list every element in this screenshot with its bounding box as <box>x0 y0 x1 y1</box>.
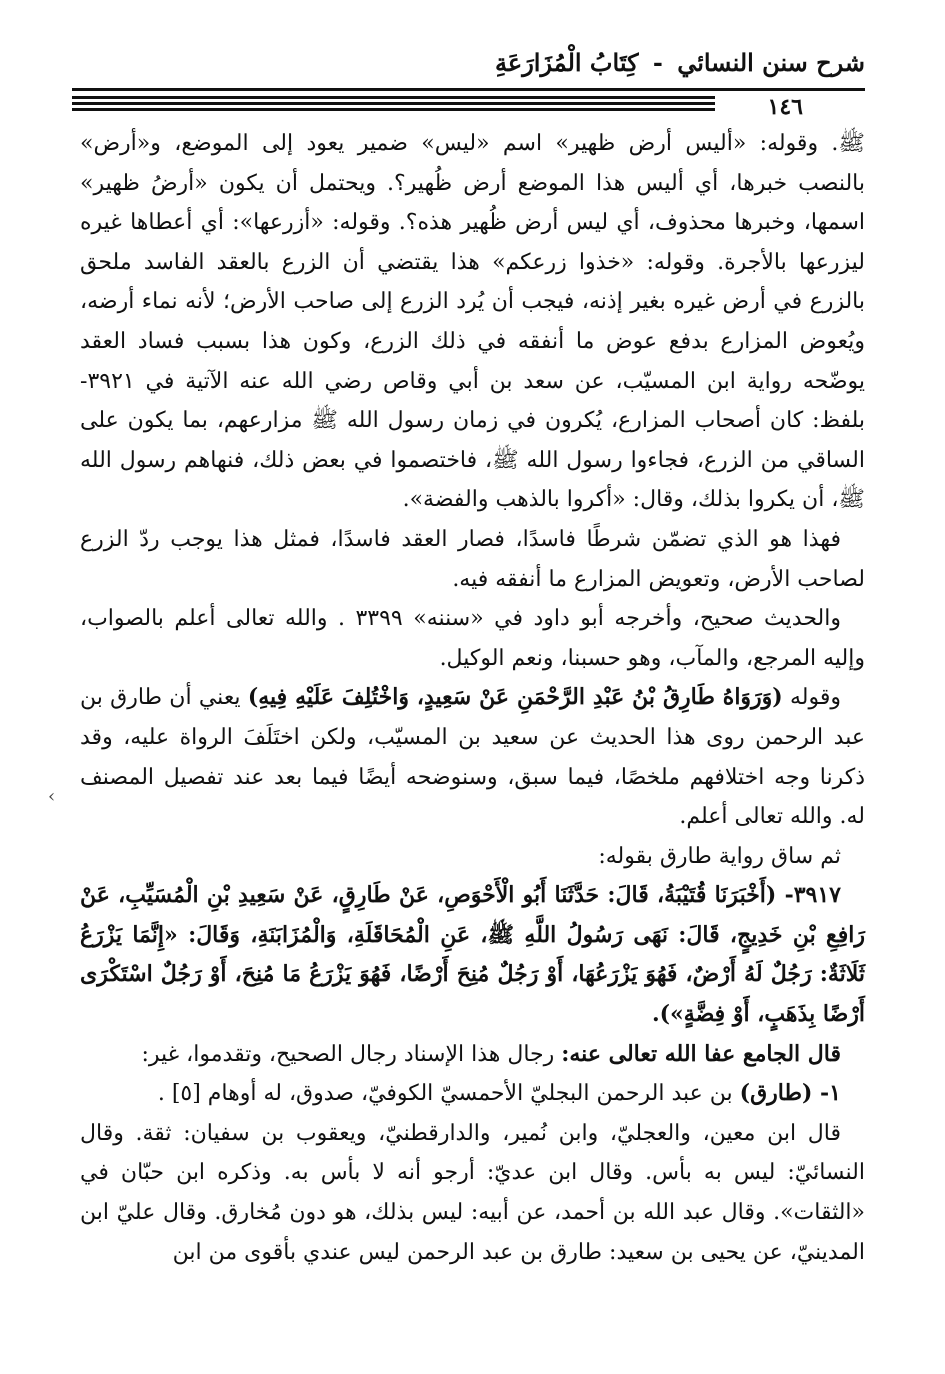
compiler-note-rest: رجال هذا الإسناد رجال الصحيح، وتقدموا، غير: <box>141 1041 555 1067</box>
rule-line <box>72 108 715 111</box>
margin-mark: ‹ <box>48 786 56 807</box>
paragraph-8: قال ابن معين، والعجليّ، وابن نُمير، والدارقطنيّ، ويعقوب بن سفيان: ثقة. وقال النسائيّ: ليس به بأس. وقال ابن عديّ: أرجو أنه لا بأس به. وذكره ابن حبّان في «الثقات». وقال عبد الله بن أحمد، عن أبيه: ليس بذلك، هو دون مُخارق. وقال عليّ ابن المدينيّ، عن يحيى بن سعيد: طارق بن عبد الرحمن ليس عندي بأقوى من ابن <box>80 1120 865 1265</box>
book-title: شرح سنن النسائي <box>677 48 865 77</box>
hadith-text: ٣٩١٧- (أَخْبَرَنَا قُتَيْبَةُ، قَالَ: حَدَّثَنَا أَبُو الْأَحْوَصِ، عَنْ طَارِقٍ، عَنْ سَعِيدِ بْنِ الْمُسَيِّبِ، عَنْ رَافِعِ بْنِ خَدِيجٍ، قَالَ: نَهَى رَسُولُ اللَّهِ ﷺ، عَنِ الْمُحَاقَلَةِ، وَالْمُزَابَنَةِ، وَقَالَ: «إِنَّمَا يَزْرَعُ ثَلَاثَةٌ: رَجُلٌ لَهُ أَرْضٌ، فَهُوَ يَزْرَعُهَا، أَوْ رَجُلٌ مُنِحَ أَرْضًا، فَهُوَ يَزْرَعُ مَا مُنِحَ، أَوْ رَجُلٌ اسْتَكْرَى أَرْضًا بِذَهَبٍ، أَوْ فِضَّةٍ»). <box>80 882 865 1028</box>
narrator-info: بن عبد الرحمن البجليّ الأحمسيّ الكوفيّ، صدوق، له أوهام [٥] . <box>157 1081 733 1107</box>
paragraph-6 <box>80 1035 865 1075</box>
page-number: ١٤٦ <box>767 94 803 120</box>
page-body <box>80 124 865 1272</box>
running-title <box>495 48 865 77</box>
paragraph-1: ﷺ. وقوله: «أليس أرض ظهير» اسم «ليس» ضمير يعود إلى الموضع، و«أرض» بالنصب خبرها، أي أليس هذا الموضع أرض ظُهير؟. ويحتمل أن يكون «أرضُ ظهير» اسمها، وخبرها محذوف، أي ليس أرض ظُهير هذه؟. وقوله: «أزرعها»: أي أعطاها غيره ليزرعها بالأجرة. وقوله: «خذوا زرعكم» هذا يقتضي أن الزرع بالعقد الفاسد ملحق بالزرع في أرض غيره بغير إذنه، فيجب أن يُرد الزرع إلى صاحب الأرض؛ لأنه نماء أرضه، ويُعوض المزارع بدفع عوض ما أنفقه في ذلك الزرع، وكون هذا بسبب فساد العقد يوضّحه رواية ابن المسيّب، عن سعد بن أبي وقاص رضي الله عنه الآتية في ٣٩٢١- بلفظ: كان أصحاب المزارع، يُكرون في زمان رسول الله ﷺ مزارعهم، بما يكون على الساقي من الزرع، فجاءوا رسول الله ﷺ، فاختصموا في بعض ذلك، فنهاهم رسول الله ﷺ، أن يكروا بذلك، وقال: «أكروا بالذهب والفضة». <box>80 131 865 513</box>
page-header <box>72 48 865 120</box>
rule-line <box>72 102 715 105</box>
compiler-note-lead: قال الجامع عفا الله تعالى عنه: <box>561 1040 841 1067</box>
paragraph-4 <box>80 678 865 836</box>
paragraph-7 <box>80 1074 865 1114</box>
quoted-text: (وَرَوَاهُ طَارِقُ بْنُ عَبْدِ الرَّحْمَنِ عَنْ سَعِيدٍ، وَاخْتُلِفَ عَلَيْهِ فِيهِ) <box>247 684 783 711</box>
chapter-title: كِتَابُ الْمُزَارَعَةِ <box>495 48 639 77</box>
paragraph-3: والحديث صحيح، وأخرجه أبو داود في «سننه» ٣٣٩٩ . والله تعالى أعلم بالصواب، وإليه المرجع، والمآب، وهو حسبنا، ونعم الوكيل. <box>80 606 865 671</box>
title-separator: - <box>652 48 663 77</box>
rule-line <box>72 96 715 99</box>
header-rule-bottom <box>72 94 865 120</box>
paragraph-5: ثم ساق رواية طارق بقوله: <box>598 843 841 869</box>
paragraph-4-rest: يعني أن طارق بن عبد الرحمن روى هذا الحديث عن سعيد بن المسيّب، ولكن اختَلَفَ الرواة عليه، وقد ذكرنا وجه اختلافهم ملخصًا، فيما سبق، وسنوضحه أيضًا فيما بعد عند تفصيل المصنف له. والله تعالى أعلم. <box>80 685 865 830</box>
narrator-name: ١- (طارق) <box>739 1080 841 1107</box>
paragraph-4-lead: وقوله <box>790 685 842 711</box>
header-rule-top <box>72 88 865 91</box>
paragraph-2: فهذا هو الذي تضمّن شرطًا فاسدًا، فصار العقد فاسدًا، فمثل هذا يوجب ردّ الزرع لصاحب الأرض، وتعويض المزارع ما أنفقه فيه. <box>80 526 865 592</box>
